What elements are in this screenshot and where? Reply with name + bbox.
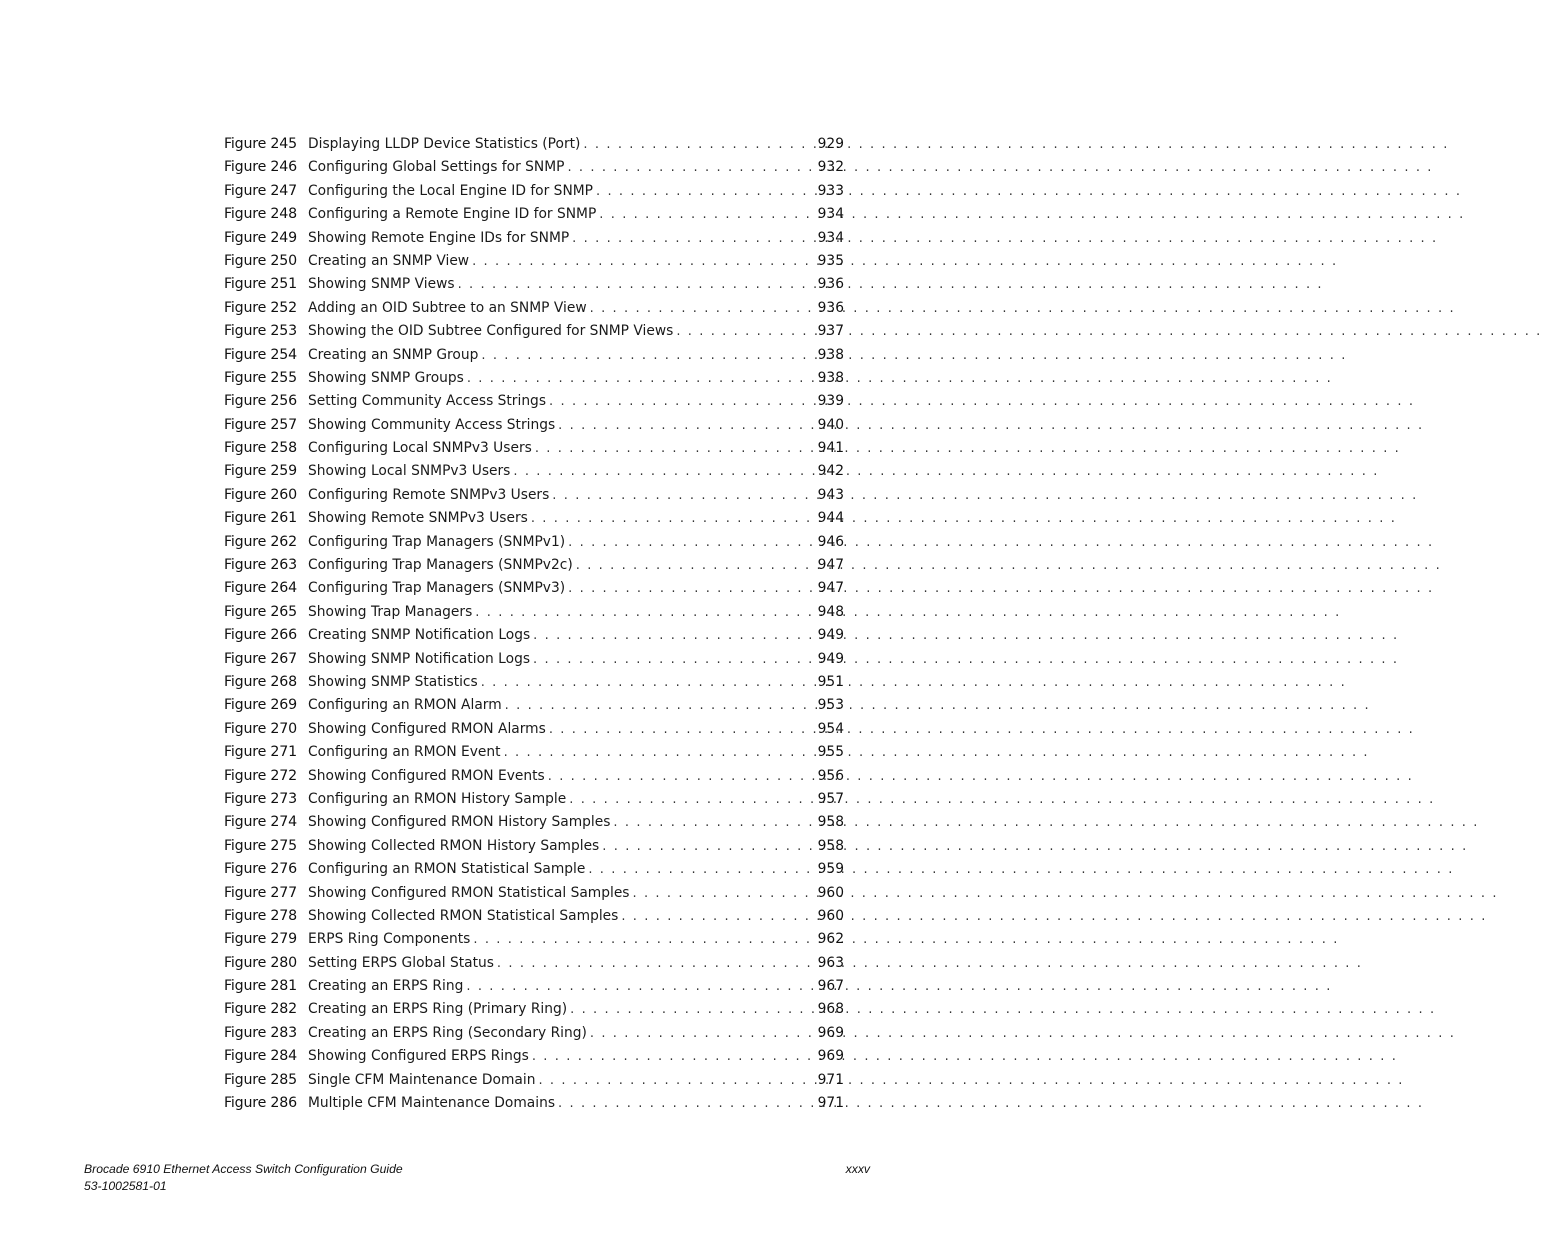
dot-leader — [494, 952, 806, 975]
page-number: 968 — [817, 1001, 844, 1018]
dot-leader — [464, 367, 806, 390]
entry-title: Configuring a Remote Engine ID for SNMP — [308, 206, 597, 223]
entry-title: Showing Trap Managers — [308, 603, 473, 620]
entry-title: Creating SNMP Notification Logs — [308, 627, 531, 644]
entry-title: Displaying LLDP Device Statistics (Port) — [308, 136, 581, 152]
page-number: 935 — [817, 252, 844, 269]
entry-title: Showing SNMP Views — [308, 276, 455, 293]
toc-entry[interactable] — [224, 344, 844, 367]
dot-leader — [463, 975, 806, 998]
dot-leader — [478, 671, 806, 694]
dot-leader — [470, 928, 806, 951]
figure-label: Figure 274 — [224, 814, 297, 831]
toc-entry[interactable] — [224, 788, 844, 811]
dot-leader — [469, 250, 806, 273]
page-number: 971 — [817, 1071, 844, 1088]
figure-label: Figure 253 — [224, 323, 297, 340]
toc-entry[interactable] — [224, 998, 844, 1021]
dot-leader — [618, 905, 806, 928]
page-number: 963 — [817, 954, 844, 971]
page-number: 951 — [817, 673, 844, 690]
figure-label: Figure 247 — [224, 182, 297, 199]
page-number: 957 — [817, 790, 844, 807]
figure-label: Figure 283 — [224, 1024, 297, 1041]
figure-label: Figure 259 — [224, 463, 297, 480]
toc-entry[interactable] — [224, 320, 844, 343]
entry-title: Configuring Remote SNMPv3 Users — [308, 486, 550, 503]
toc-entry[interactable] — [224, 577, 844, 600]
figure-label: Figure 285 — [224, 1071, 297, 1088]
toc-entry[interactable] — [224, 694, 844, 717]
toc-entry[interactable] — [224, 390, 844, 413]
toc-entry[interactable] — [224, 905, 844, 928]
figure-label: Figure 270 — [224, 720, 297, 737]
figure-label: Figure 273 — [224, 790, 297, 807]
figure-label: Figure 246 — [224, 159, 297, 176]
page-number: 944 — [817, 510, 844, 527]
page-number: 971 — [817, 1095, 844, 1112]
dot-leader — [502, 694, 806, 717]
entry-title: Setting ERPS Global Status — [308, 954, 494, 971]
entry-title: Showing Collected RMON Statistical Samples — [308, 907, 619, 924]
dot-leader — [610, 811, 806, 834]
page-number: 958 — [817, 837, 844, 854]
dot-leader — [455, 273, 806, 296]
toc-entry[interactable] — [224, 227, 844, 250]
dot-leader — [510, 460, 806, 483]
figure-label: Figure 257 — [224, 416, 297, 433]
toc-entry[interactable] — [224, 1022, 844, 1045]
figure-label: Figure 282 — [224, 1001, 297, 1018]
footer-document-number: 53-1002581-01 — [84, 1179, 167, 1193]
page-number: 949 — [817, 650, 844, 667]
entry-title: Adding an OID Subtree to an SNMP View — [308, 299, 587, 316]
footer-page-number: xxxv — [845, 1162, 870, 1176]
toc-entry[interactable] — [224, 882, 844, 905]
toc-entry[interactable] — [224, 203, 844, 226]
dot-leader — [530, 648, 806, 671]
dot-leader — [630, 882, 807, 905]
page-number: 955 — [817, 744, 844, 761]
toc-entry[interactable] — [224, 1045, 844, 1068]
entry-title: Showing the OID Subtree Configured for SNMP Views — [308, 323, 674, 340]
toc-entry[interactable] — [224, 297, 844, 320]
toc-entry[interactable] — [224, 811, 844, 834]
toc-entry[interactable] — [224, 507, 844, 530]
page-number: 962 — [817, 931, 844, 948]
page-number: 938 — [817, 346, 844, 363]
dot-leader — [546, 718, 806, 741]
dot-leader — [530, 624, 806, 647]
entry-title: Showing Remote SNMPv3 Users — [308, 510, 528, 527]
entry-title: ERPS Ring Components — [308, 931, 471, 948]
toc-entry[interactable] — [224, 414, 844, 437]
dot-leader — [472, 601, 806, 624]
page-number: 940 — [817, 416, 844, 433]
page-number: 960 — [817, 907, 844, 924]
toc-entry[interactable] — [224, 624, 844, 647]
figure-label: Figure 255 — [224, 369, 297, 386]
entry-title: Configuring the Local Engine ID for SNMP — [308, 182, 593, 199]
dot-leader — [529, 1045, 806, 1068]
dot-leader — [587, 297, 806, 320]
entry-title: Showing SNMP Groups — [308, 369, 464, 386]
figure-label: Figure 249 — [224, 229, 297, 246]
entry-title: Showing Community Access Strings — [308, 416, 556, 433]
figure-label: Figure 248 — [224, 206, 297, 223]
dot-leader — [535, 1069, 806, 1092]
entry-title: Showing SNMP Notification Logs — [308, 650, 531, 667]
page-number: 936 — [817, 299, 844, 316]
page-number: 969 — [817, 1024, 844, 1041]
page-number: 942 — [817, 463, 844, 480]
dot-leader — [585, 858, 806, 881]
dot-leader — [546, 390, 806, 413]
toc-entry[interactable] — [224, 460, 844, 483]
figure-label: Figure 269 — [224, 697, 297, 714]
figure-label: Figure 280 — [224, 954, 297, 971]
figure-label: Figure 277 — [224, 884, 297, 901]
toc-entry[interactable] — [224, 648, 844, 671]
entry-title: Creating an SNMP Group — [308, 346, 479, 363]
entry-title: Creating an SNMP View — [308, 252, 470, 269]
figure-label: Figure 264 — [224, 580, 297, 597]
dot-leader — [478, 344, 806, 367]
figure-label: Figure 245 — [224, 136, 297, 152]
entry-title: Configuring Local SNMPv3 Users — [308, 440, 532, 457]
page-number: 933 — [817, 182, 844, 199]
page-number: 959 — [817, 861, 844, 878]
dot-leader — [566, 788, 806, 811]
entry-title: Configuring an RMON Statistical Sample — [308, 861, 586, 878]
figure-label: Figure 284 — [224, 1048, 297, 1065]
page-number: 938 — [817, 369, 844, 386]
page-number: 956 — [817, 767, 844, 784]
dot-leader — [555, 414, 806, 437]
toc-entry[interactable] — [224, 250, 844, 273]
dot-leader — [599, 835, 806, 858]
entry-title: Showing SNMP Statistics — [308, 673, 478, 690]
figure-label: Figure 254 — [224, 346, 297, 363]
figure-label: Figure 286 — [224, 1095, 297, 1112]
page-number: 954 — [817, 720, 844, 737]
toc-entry[interactable] — [224, 671, 844, 694]
entry-title: Showing Configured RMON Events — [308, 767, 545, 784]
page-number: 937 — [817, 323, 844, 340]
figure-label: Figure 275 — [224, 837, 297, 854]
dot-leader — [569, 227, 806, 250]
toc-entry[interactable] — [224, 952, 844, 975]
figure-label: Figure 278 — [224, 907, 297, 924]
toc-entry[interactable] — [224, 554, 844, 577]
toc-entry[interactable] — [224, 437, 844, 460]
page-number: 947 — [817, 580, 844, 597]
dot-leader — [501, 741, 806, 764]
dot-leader — [555, 1092, 806, 1115]
dot-leader — [580, 133, 806, 156]
page-number: 934 — [817, 229, 844, 246]
toc-entry[interactable] — [224, 928, 844, 951]
entry-title: Multiple CFM Maintenance Domains — [308, 1095, 556, 1112]
dot-leader — [567, 998, 806, 1021]
toc-entry[interactable] — [224, 718, 844, 741]
entry-title: Configuring Trap Managers (SNMPv2c) — [308, 557, 573, 574]
figure-label: Figure 256 — [224, 393, 297, 410]
figure-label: Figure 281 — [224, 978, 297, 995]
entry-title: Configuring an RMON Event — [308, 744, 501, 761]
dot-leader — [565, 531, 806, 554]
dot-leader — [587, 1022, 806, 1045]
dot-leader — [532, 437, 806, 460]
entry-title: Creating an ERPS Ring — [308, 978, 464, 995]
entry-title: Configuring Trap Managers (SNMPv3) — [308, 580, 566, 597]
entry-title: Configuring an RMON History Sample — [308, 790, 567, 807]
dot-leader — [596, 203, 806, 226]
page-number: 932 — [817, 159, 844, 176]
entry-title: Setting Community Access Strings — [308, 393, 547, 410]
entry-title: Showing Configured ERPS Rings — [308, 1048, 529, 1065]
entry-title: Showing Collected RMON History Samples — [308, 837, 600, 854]
entry-title: Creating an ERPS Ring (Primary Ring) — [308, 1001, 568, 1018]
figure-label: Figure 265 — [224, 603, 297, 620]
footer-book-title: Brocade 6910 Ethernet Access Switch Configuration Guide — [84, 1162, 403, 1176]
toc-entry[interactable] — [224, 1092, 844, 1115]
figure-label: Figure 251 — [224, 276, 297, 293]
dot-leader — [545, 765, 806, 788]
entry-title: Showing Configured RMON Alarms — [308, 720, 546, 737]
page-number: 947 — [817, 557, 844, 574]
dot-leader — [528, 507, 806, 530]
entry-title: Showing Remote Engine IDs for SNMP — [308, 229, 570, 246]
page-number: 948 — [817, 603, 844, 620]
toc-entry[interactable] — [224, 484, 844, 507]
page-number: 946 — [817, 533, 844, 550]
toc-entry[interactable] — [224, 273, 844, 296]
toc-entry[interactable] — [224, 531, 844, 554]
dot-leader — [593, 180, 806, 203]
figure-label: Figure 267 — [224, 650, 297, 667]
toc-entry[interactable] — [224, 858, 844, 881]
toc-entry[interactable] — [224, 765, 844, 788]
figure-label: Figure 261 — [224, 510, 297, 527]
page-number: 960 — [817, 884, 844, 901]
page-number: 941 — [817, 440, 844, 457]
figure-label: Figure 262 — [224, 533, 297, 550]
figure-label: Figure 268 — [224, 673, 297, 690]
entry-title: Single CFM Maintenance Domain — [308, 1071, 536, 1088]
page-number: 939 — [817, 393, 844, 410]
figure-label: Figure 272 — [224, 767, 297, 784]
page-number: 936 — [817, 276, 844, 293]
dot-leader — [565, 577, 806, 600]
figure-label: Figure 252 — [224, 299, 297, 316]
page-number: 969 — [817, 1048, 844, 1065]
list-of-figures — [224, 133, 844, 1115]
toc-entry[interactable] — [224, 367, 844, 390]
toc-entry[interactable] — [224, 1069, 844, 1092]
page-number: 958 — [817, 814, 844, 831]
figure-label: Figure 276 — [224, 861, 297, 878]
entry-title: Configuring Global Settings for SNMP — [308, 159, 565, 176]
page-number: 929 — [817, 136, 844, 152]
figure-label: Figure 250 — [224, 252, 297, 269]
toc-entry[interactable] — [224, 741, 844, 764]
page-number: 949 — [817, 627, 844, 644]
entry-title: Configuring an RMON Alarm — [308, 697, 502, 714]
entry-title: Creating an ERPS Ring (Secondary Ring) — [308, 1024, 587, 1041]
entry-title: Showing Local SNMPv3 Users — [308, 463, 511, 480]
toc-entry[interactable] — [224, 601, 844, 624]
figure-label: Figure 263 — [224, 557, 297, 574]
toc-entry[interactable] — [224, 835, 844, 858]
dot-leader — [549, 484, 806, 507]
entry-title: Showing Configured RMON Statistical Samples — [308, 884, 630, 901]
toc-entry[interactable] — [224, 133, 844, 156]
page-number: 953 — [817, 697, 844, 714]
toc-entry[interactable] — [224, 975, 844, 998]
toc-entry[interactable] — [224, 156, 844, 179]
entry-title: Showing Configured RMON History Samples — [308, 814, 611, 831]
page-number: 934 — [817, 206, 844, 223]
dot-leader — [673, 320, 806, 343]
figure-label: Figure 260 — [224, 486, 297, 503]
entry-title: Configuring Trap Managers (SNMPv1) — [308, 533, 566, 550]
figure-label: Figure 258 — [224, 440, 297, 457]
dot-leader — [564, 156, 806, 179]
figure-label: Figure 279 — [224, 931, 297, 948]
dot-leader — [573, 554, 806, 577]
page-footer — [84, 1161, 870, 1195]
toc-entry[interactable] — [224, 180, 844, 203]
page-number: 943 — [817, 486, 844, 503]
figure-label: Figure 271 — [224, 744, 297, 761]
page-number: 967 — [817, 978, 844, 995]
figure-label: Figure 266 — [224, 627, 297, 644]
